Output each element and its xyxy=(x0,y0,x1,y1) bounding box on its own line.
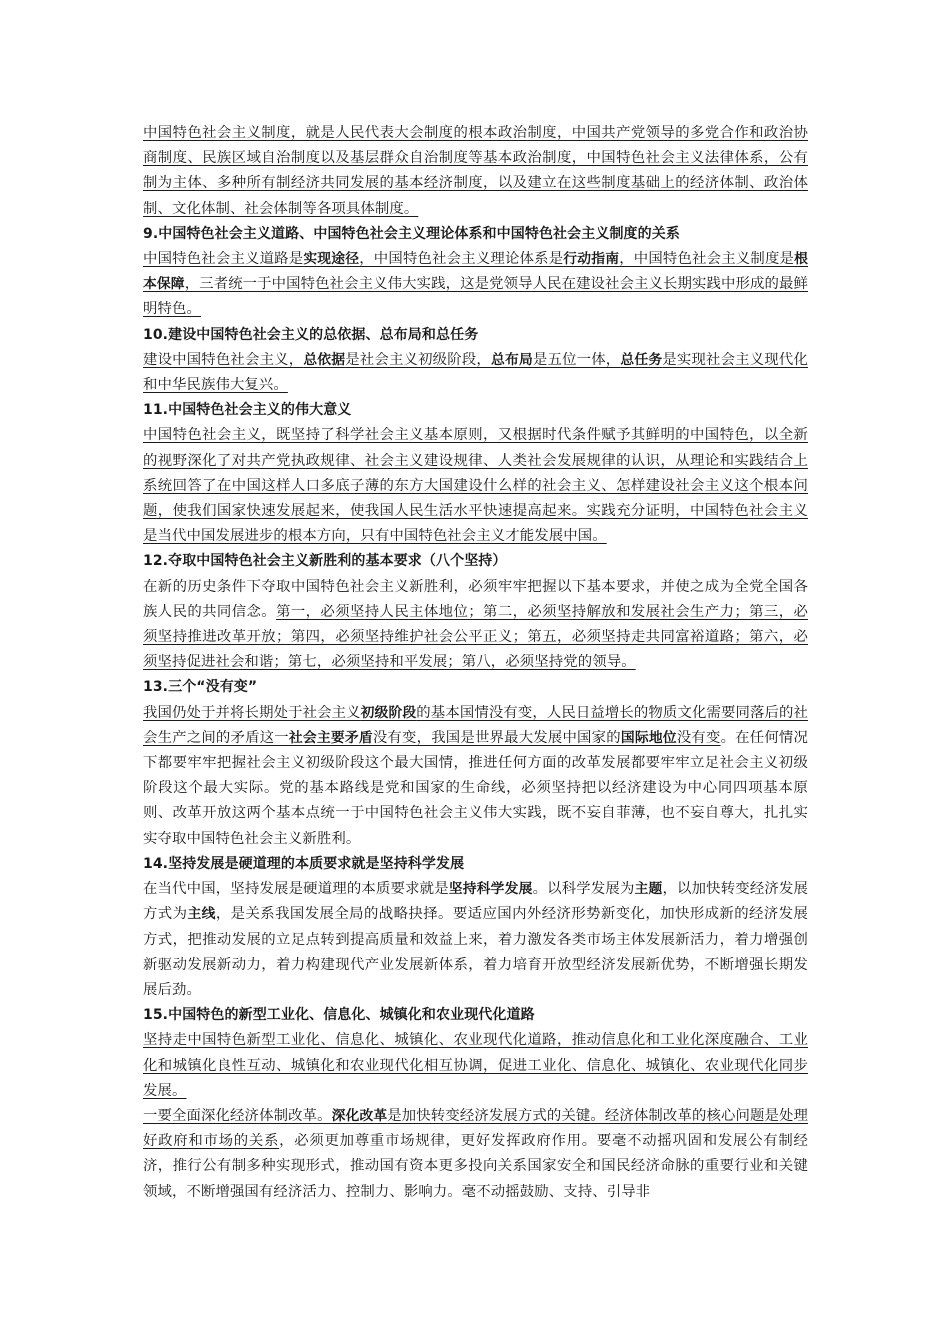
bold-term: 社会主要矛盾 xyxy=(288,729,373,746)
text-run: 是五位一体， xyxy=(532,351,621,368)
bold-term: 主线 xyxy=(187,906,216,923)
text-run: 。在任何情况下都要牢牢把握社会主义初级阶段这个最大国情，推进任何方面的改革发展都要牢牢立足社会主义初级阶段这个最大实际。党的基本路线是党和国家的生命线，必须坚持把以经济建设为中心同四项基本原则、改革开放这两个基本点统一于中国特色社会主义伟大实践，既不妄自菲薄，也不妄自尊大，扎扎实实夺取中国特色社会主义新胜利。 xyxy=(143,729,809,847)
bold-term: 初级阶段 xyxy=(360,704,417,721)
text-run: 建设中国特色社会主义， xyxy=(143,351,304,368)
bold-term: 根本保障 xyxy=(143,251,808,293)
section-heading: 14.坚持发展是硬道理的本质要求就是坚持科学发展 xyxy=(143,855,465,872)
text-run: ，以加快转变经济发展方式为 xyxy=(143,881,809,923)
text-run: 是实现社会主义现代化和中华民族伟大复兴。 xyxy=(143,351,808,394)
bold-term: 主题 xyxy=(634,881,663,898)
text-run: 在当代中国，坚持发展是硬道理的本质要求就是 xyxy=(143,881,449,898)
bold-term: 坚持科学发展 xyxy=(448,881,533,898)
text-run: 的基本国情没有变，人民日益增长的物质文化需要同落后的社会生产之间的矛盾这一 xyxy=(143,704,808,746)
text-run: 中国特色社会主义道路是 xyxy=(143,251,304,268)
paragraph xyxy=(143,348,808,398)
text-run: 是加快转变经济发展方式的关键。经济体制改革的核心问题是处理好政府和市场的关系 xyxy=(143,1107,808,1150)
text-run: 中国特色社会主义制度，就是人民代表大会制度的根本政治制度，中国共产党领导的多党合作和政治协商制度、民族区域自治制度以及基层群众自治制度等基本政治制度，中国特色社会主义法律体系，公有制为主体、多种所有制经济共同发展的基本经济制度，以及建立在这些制度基础上的经济体制、政治体制、文化体制、社会体制等各项具体制度。 xyxy=(143,125,808,217)
paragraph xyxy=(143,121,808,222)
text-run: ，中国特色社会主义制度是 xyxy=(619,251,795,268)
section-heading: 12.夺取中国特色社会主义新胜利的基本要求（八个坚持） xyxy=(143,553,507,570)
text-run: 中国特色社会主义，既坚持了科学社会主义基本原则，又根据时代条件赋予其鲜明的中国特色，以全新的视野深化了对共产党执政规律、社会主义建设规律、人类社会发展规律的认识，从理论和实践结合上系统回答了在中国这样人口多底子薄的东方大国建设什么样的社会主义、怎样建设社会主义这个根本问题，使我们国家快速发展起来，使我国人民生活水平快速提高起来。实践充分证明，中国特色社会主义是当代中国发展进步的根本方向，只有中国特色社会主义才能发展中国。 xyxy=(143,427,808,545)
text-run: ，是关系我国发展全局的战略抉择。要适应国内外经济形势新变化，加快形成新的经济发展方式，把推动发展的立足点转到提高质量和效益上来，着力激发各类市场主体发展新活力，着力增强创新驱动发展新动力，着力构建现代产业发展新体系，着力培育开放型经济发展新优势，不断增强长期发展后劲。 xyxy=(143,906,808,998)
section-heading: 11.中国特色社会主义的伟大意义 xyxy=(143,402,352,419)
bold-term: 国际地位 xyxy=(620,729,677,746)
text-run: 在新的历史条件下夺取中国特色社会主义新胜利，必须牢牢把握以下基本要求，并使之成为全党全国各族人民的共同信念。 xyxy=(143,578,808,620)
text-run: 我国仍处于并将长期处于社会主义 xyxy=(143,704,361,721)
text-run: ，必须更加尊重市场规律，更好发挥政府作用。要毫不动摇巩固和发展公有制经济，推行公有制多种实现形式，推动国有资本更多投向关系国家安全和国民经济命脉的重要行业和关键领域，不断增强国有经济活力、控制力、影响力。毫不动摇鼓励、支持、引导非 xyxy=(143,1133,808,1200)
section-heading: 9.中国特色社会主义道路、中国特色社会主义理论体系和中国特色社会主义制度的关系 xyxy=(143,225,680,242)
bold-term: 实现途径 xyxy=(303,251,360,268)
paragraph xyxy=(143,1028,808,1104)
section-heading: 15.中国特色的新型工业化、信息化、城镇化和农业现代化道路 xyxy=(143,1007,535,1024)
paragraph xyxy=(143,701,808,852)
document-body xyxy=(143,121,808,1205)
bold-term: 总任务 xyxy=(620,351,663,368)
paragraph xyxy=(143,423,808,549)
text-run: 一要全面深化经济体制改革。 xyxy=(143,1107,332,1124)
text-run: 坚持走中国特色新型工业化、信息化、城镇化、农业现代化道路，推动信息化和工业化深度融合、工业化和城镇化良性互动、城镇化和农业现代化相互协调，促进工业化、信息化、城镇化、农业现代化同步发展。 xyxy=(143,1032,808,1099)
text-run: 。以科学发展为 xyxy=(532,881,635,898)
section-heading: 10.建设中国特色社会主义的总依据、总布局和总任务 xyxy=(143,326,479,343)
text-run: ，中国特色社会主义理论体系是 xyxy=(359,251,564,268)
text-run: 第一，必须坚持人民主体地位；第二，必须坚持解放和发展社会生产力；第三，必须坚持推进改革开放；第四，必须坚持维护社会公平正义；第五，必须坚持走共同富裕道路；第六，必须坚持促进社会和谐；第七，必须坚持和平发展；第八，必须坚持党的领导。 xyxy=(143,603,808,671)
bold-term: 深化改革 xyxy=(331,1107,388,1124)
bold-term: 行动指南 xyxy=(563,251,620,268)
text-run: 是社会主义初级阶段， xyxy=(345,351,491,368)
paragraph xyxy=(143,1104,808,1205)
bold-term: 总依据 xyxy=(303,351,346,368)
text-run: ，三者统一于中国特色社会主义伟大实践，这是党领导人民在建设社会主义长期实践中形成的最鲜明特色。 xyxy=(143,276,808,318)
paragraph xyxy=(143,877,808,1003)
text-run: 没有变 xyxy=(676,729,721,746)
section-heading: 13.三个“没有变” xyxy=(143,679,258,696)
paragraph xyxy=(143,575,808,676)
text-run: 没有变，我国是世界最大发展中国家的 xyxy=(372,729,621,746)
paragraph xyxy=(143,247,808,323)
bold-term: 总布局 xyxy=(490,351,533,368)
